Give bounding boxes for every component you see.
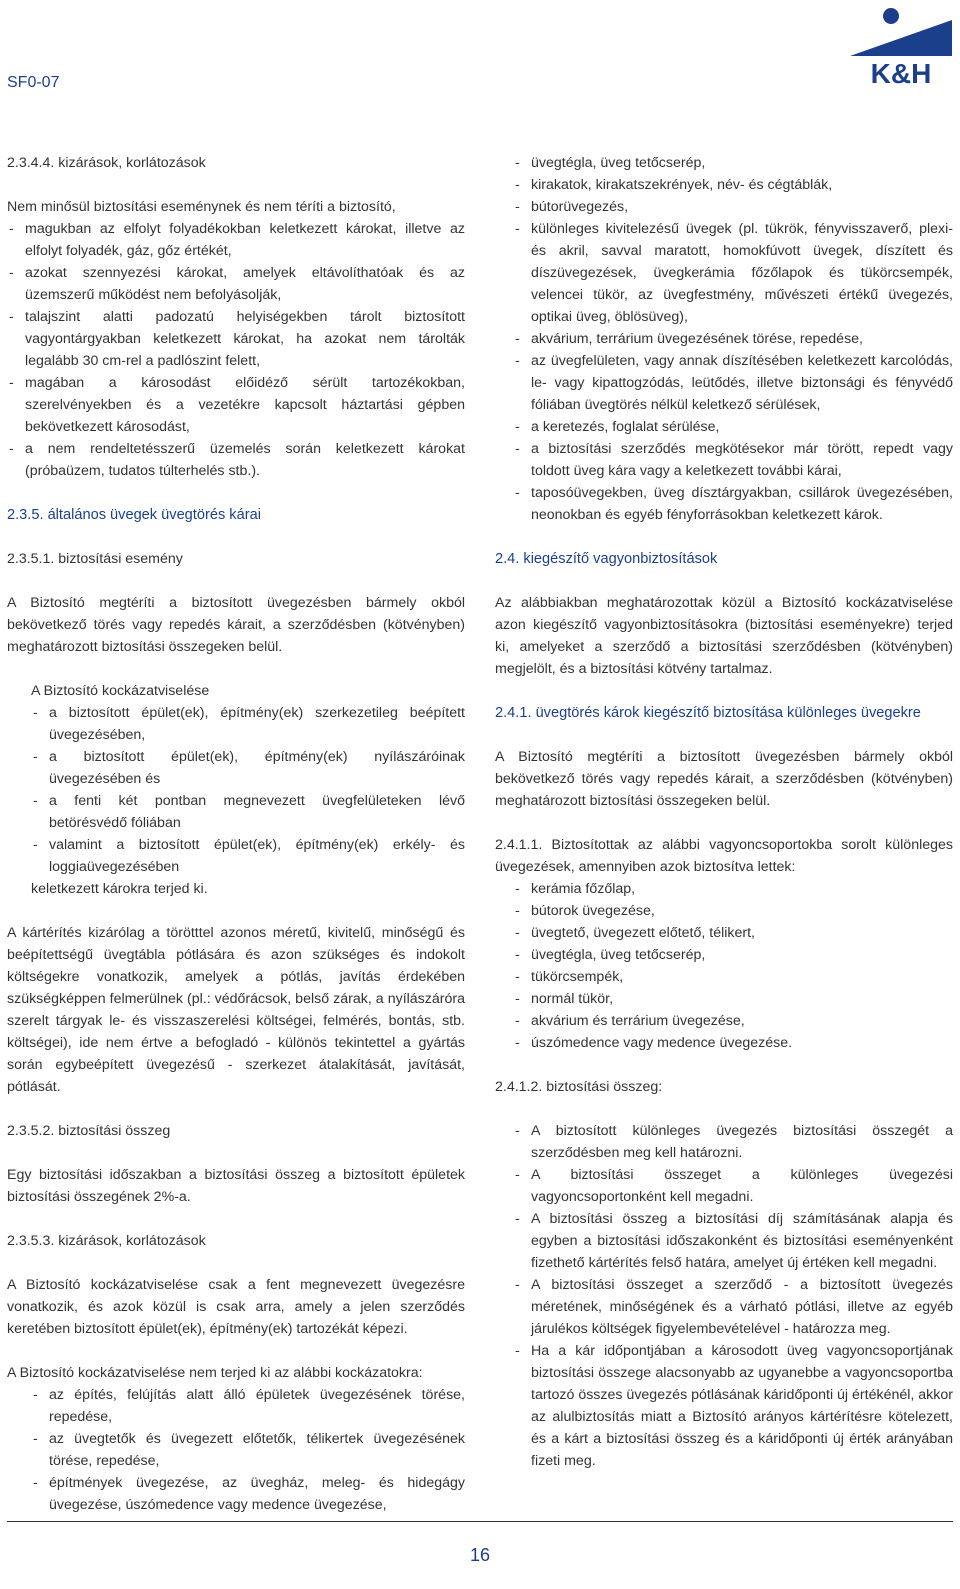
left-column <box>7 152 465 1516</box>
list-item: - üvegtégla, üveg tetőcserép, <box>513 152 953 174</box>
list-item: - A biztosított különleges üvegezés biztosítási összegét a szerződésben meg kell határozni. <box>513 1120 953 1164</box>
list-item: - A biztosítási összeget a különleges üvegezési vagyoncsoportonként kell megadni. <box>513 1164 953 1208</box>
list-item: - üvegtető, üvegezett előtető, télikert, <box>513 922 953 944</box>
nonrisk-intro: A Biztosító kockázatviselése nem terjed ki az alábbi kockázatokra: <box>7 1365 423 1381</box>
list-item: - az üvegfelületen, vagy annak díszítésében keletkezett karcolódás, le- vagy kipattogzódás, leütődés, illetve biztonsági és fényvédő fóliában üvegtörés nélkül keletkező sérülések, <box>513 350 953 416</box>
paragraph-2351: A Biztosító megtéríti a biztosított üvegezésben bármely okból bekövetkező törés vagy repedés kárait, a szerződésben (kötvényben) meghatározott biztosítási összegeken belül. <box>7 595 465 655</box>
page-number: 16 <box>469 1545 491 1565</box>
list-item: - az építés, felújítás alatt álló épületek üvegezésének törése, repedése, <box>31 1384 465 1428</box>
list-item: - A biztosítási összeg a biztosítási díj számításának alapja és egyben a biztosítási időszakonként és biztosítási eseményenként fizethető kártérítés felső határa, amelyet új értéken kell megadni. <box>513 1208 953 1274</box>
list-item: - A biztosítási összeget a szerződő - a biztosított üvegezés méretének, minőségének és a várható pótlási, illetve az egyéb járulékos költségek figyelembevételével - határozza meg. <box>513 1274 953 1340</box>
list-item: - Ha a kár időpontjában a károsodott üveg vagyoncsoportjának biztosítási összege alacsonyabb az ugyanebbe a vagyoncsoportba tartozó összes üvegezés pótlásának káridőponti új értékénél, akkor az alulbiztosítás miatt a Biztosító arányos kártérítésre kötelezett, és a kárt a biztosítási összeg és a káridőponti új érték arányában fizeti meg. <box>513 1340 953 1472</box>
list-item: - a biztosított épület(ek), építmény(ek) nyílászáróinak üvegezésében és <box>31 746 465 790</box>
list-item: - magában a károsodást előidéző sérült tartozékokban, szerelvényekben és a vezetékre kapcsolt háztartási gépben bekövetkezett károsodást, <box>7 372 465 438</box>
section-heading-235: 2.3.5. általános üvegek üvegtörés kárai <box>7 507 261 523</box>
section-heading-241: 2.4.1. üvegtörés károk kiegészítő biztosítása különleges üvegekre <box>495 705 921 721</box>
list-item: - normál tükör, <box>513 988 953 1010</box>
section-heading-2353: 2.3.5.3. kizárások, korlátozások <box>7 1233 206 1249</box>
list-item: - a nem rendeltetésszerű üzemelés során keletkezett károkat (próbaüzem, tudatos túlterhelés stb.). <box>7 438 465 482</box>
paragraph-24: Az alábbiakban meghatározottak közül a Biztosító kockázatviselése azon kiegészítő vagyonbiztosításokra (biztosítási eseményekre) terjed ki, amelyeket a szerződő a biztosítási szerződésben (kötvényben) megjelölt, és a biztosítási kötvény tartalmaz. <box>495 595 953 677</box>
list-item: - azokat szennyezési károkat, amelyek eltávolíthatóak és az üzemszerű működést nem befolyásolják, <box>7 262 465 306</box>
section-heading-2344: 2.3.4.4. kizárások, korlátozások <box>7 155 206 171</box>
list-item: - magukban az elfolyt folyadékokban keletkezett károkat, illetve az elfolyt folyadék, gáz, gőz értékét, <box>7 218 465 262</box>
kh-triangle-person-logo-icon <box>846 6 956 58</box>
section-heading-2412: 2.4.1.2. biztosítási összeg: <box>495 1079 663 1095</box>
list-item: - a biztosított épület(ek), építmény(ek) szerkezetileg beépített üvegezésében, <box>31 702 465 746</box>
footer-divider <box>7 1521 953 1522</box>
list-item: - tükörcsempék, <box>513 966 953 988</box>
document-code: SF0-07 <box>7 74 60 91</box>
list-item: - kerámia főzőlap, <box>513 878 953 900</box>
list-item: - taposóüvegekben, üveg dísztárgyakban, csillárok üvegezésében, neonokban és egyéb fényforrásokban keletkezett károk. <box>513 482 953 526</box>
paragraph-2352: Egy biztosítási időszakban a biztosítási összeg a biztosított épületek biztosítási összegének 2%-a. <box>7 1167 465 1205</box>
list-item: - a biztosítási szerződés megkötésekor már törött, repedt vagy toldott üveg kára vagy a keletkezett további kárai, <box>513 438 953 482</box>
section-heading-2352: 2.3.5.2. biztosítási összeg <box>7 1123 171 1139</box>
list-item: - bútorüvegezés, <box>513 196 953 218</box>
paragraph-2353: A Biztosító kockázatviselése csak a fent megnevezett üvegezésre vonatkozik, és azok közül is csak arra, amely a jelen szerződés keretében biztosított épület(ek), építmény(ek) tartozékát képezi. <box>7 1277 465 1337</box>
section-heading-2351: 2.3.5.1. biztosítási esemény <box>7 551 183 567</box>
risk-intro: A Biztosító kockázatviselése <box>31 683 210 699</box>
section-heading-24: 2.4. kiegészítő vagyonbiztosítások <box>495 551 718 567</box>
list-item: - a fenti két pontban megnevezett üvegfelületeken lévő betörésvédő fóliában <box>31 790 465 834</box>
list-item: - üvegtégla, üveg tetőcserép, <box>513 944 953 966</box>
kh-logo-text: K&H <box>870 58 932 89</box>
list-item: - talajszint alatti padozatú helyiségekben tárolt biztosított vagyontárgyakban keletkezett károkat, ha azokat nem tárolták legalább 30 cm-rel a padlószint felett, <box>7 306 465 372</box>
list-item: - kirakatok, kirakatszekrények, név- és cégtáblák, <box>513 174 953 196</box>
exclusions-intro: Nem minősül biztosítási eseménynek és nem téríti a biztosító, <box>7 199 396 215</box>
damage-paragraph: A kártérítés kizárólag a törötttel azonos méretű, kivitelű, minőségű és beépítettségű üvegtábla pótlására és azon szükséges és indokolt költségekre vonatkozik, amelyek a pótlás, javítás érdekében szükségképpen felmerülnek (pl.: védőrácsok, belső zárak, a nyílászáróra szerelt tárgyak le- és visszaszerelési költségei, felmérés, bontás, stb. költségei), ide nem értve a befogladó - különös tekintettel a gyártás során egybeépített üvegezésű - szerkezet átalakítását, javítását, pótlását. <box>7 925 465 1095</box>
paragraph-241: A Biztosító megtéríti a biztosított üvegezésben bármely okból bekövetkező törés vagy repedés kárait, a szerződésben (kötvényben) meghatározott biztosítási összegeken belül. <box>495 749 953 809</box>
list-item: - különleges kivitelezésű üvegek (pl. tükrök, fényvisszaverő, plexi- és akril, savval maratott, homokfúvott üvegek, díszített és díszüvegezések, üvegkerámia főzőlapok és tükörcsempék, velencei tükör, az üvegfestmény, művészeti értékű üvegezés, optikai üveg, öblösüveg), <box>513 218 953 328</box>
right-column <box>495 152 953 1472</box>
list-item: - akvárium és terrárium üvegezése, <box>513 1010 953 1032</box>
kh-logo <box>846 6 956 89</box>
list-item: - a keretezés, foglalat sérülése, <box>513 416 953 438</box>
risk-outro: keletkezett károkra terjed ki. <box>31 881 208 897</box>
paragraph-2411: 2.4.1.1. Biztosítottak az alábbi vagyoncsoportokba sorolt különleges üvegezések, amennyiben azok biztosítva lettek: <box>495 837 953 875</box>
list-item: - akvárium, terrárium üvegezésének törése, repedése, <box>513 328 953 350</box>
list-item: - bútorok üvegezése, <box>513 900 953 922</box>
list-item: - valamint a biztosított épület(ek), építmény(ek) erkély- és loggiaüvegezésében <box>31 834 465 878</box>
list-item: - úszómedence vagy medence üvegezése. <box>513 1032 953 1054</box>
list-item: - építmények üvegezése, az üvegház, meleg- és hidegágy üvegezése, úszómedence vagy medence üvegezése, <box>31 1472 465 1516</box>
list-item: - az üvegtetők és üvegezett előtetők, télikertek üvegezésének törése, repedése, <box>31 1428 465 1472</box>
